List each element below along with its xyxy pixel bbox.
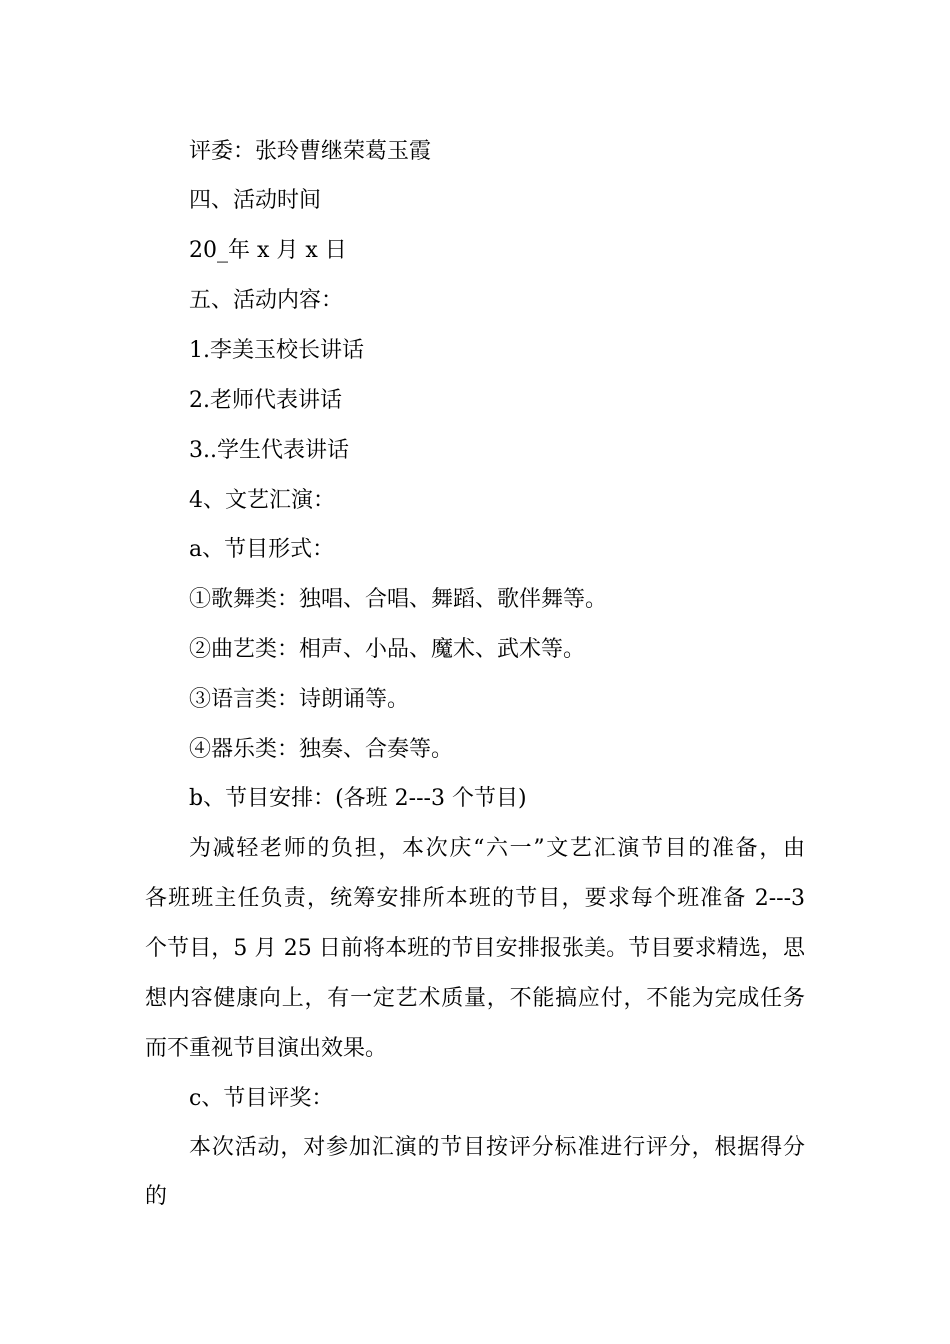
paragraph-award-line: 本次活动，对参加汇演的节目按评分标准进行评分，根据得分	[189, 1135, 805, 1160]
judges-line: 评委：张玲曹继荣葛玉霞	[189, 139, 432, 164]
subheading-program-form: a、节目形式：	[189, 537, 335, 562]
subheading-program-arrangement: b、节目安排：(各班 2---3 个节目)	[189, 786, 527, 811]
subheading-program-award: c、节目评奖：	[189, 1086, 334, 1111]
paragraph-arrangement-line: 各班班主任负责，统筹安排所本班的节目，要求每个班准备 2---3	[145, 886, 805, 911]
section-heading-content: 五、活动内容：	[189, 288, 344, 313]
paragraph-arrangement-line: 而不重视节目演出效果。	[145, 1036, 388, 1061]
paragraph-award-line: 的	[145, 1184, 168, 1209]
paragraph-arrangement-line: 个节目，5 月 25 日前将本班的节目安排报张美。节目要求精选，思	[145, 936, 805, 961]
paragraph-arrangement-line: 为减轻老师的负担，本次庆“六一”文艺汇演节目的准备，由	[189, 836, 805, 861]
program-type-folk-art: ②曲艺类：相声、小品、魔术、武术等。	[189, 637, 586, 662]
section-heading-time: 四、活动时间	[189, 188, 322, 213]
paragraph-arrangement-line: 想内容健康向上，有一定艺术质量，不能搞应付，不能为完成任务	[145, 986, 805, 1011]
activity-date: 20_年 x 月 x 日	[189, 238, 347, 263]
program-type-language: ③语言类：诗朗诵等。	[189, 687, 410, 712]
list-item-student-speech: 3..学生代表讲话	[189, 438, 349, 463]
list-item-principal-speech: 1.李美玉校长讲话	[189, 338, 364, 363]
list-item-teacher-speech: 2.老师代表讲话	[189, 388, 342, 413]
program-type-song-dance: ①歌舞类：独唱、合唱、舞蹈、歌伴舞等。	[189, 587, 608, 612]
list-item-performance: 4、文艺汇演：	[189, 488, 335, 513]
program-type-instrumental: ④器乐类：独奏、合奏等。	[189, 737, 454, 762]
